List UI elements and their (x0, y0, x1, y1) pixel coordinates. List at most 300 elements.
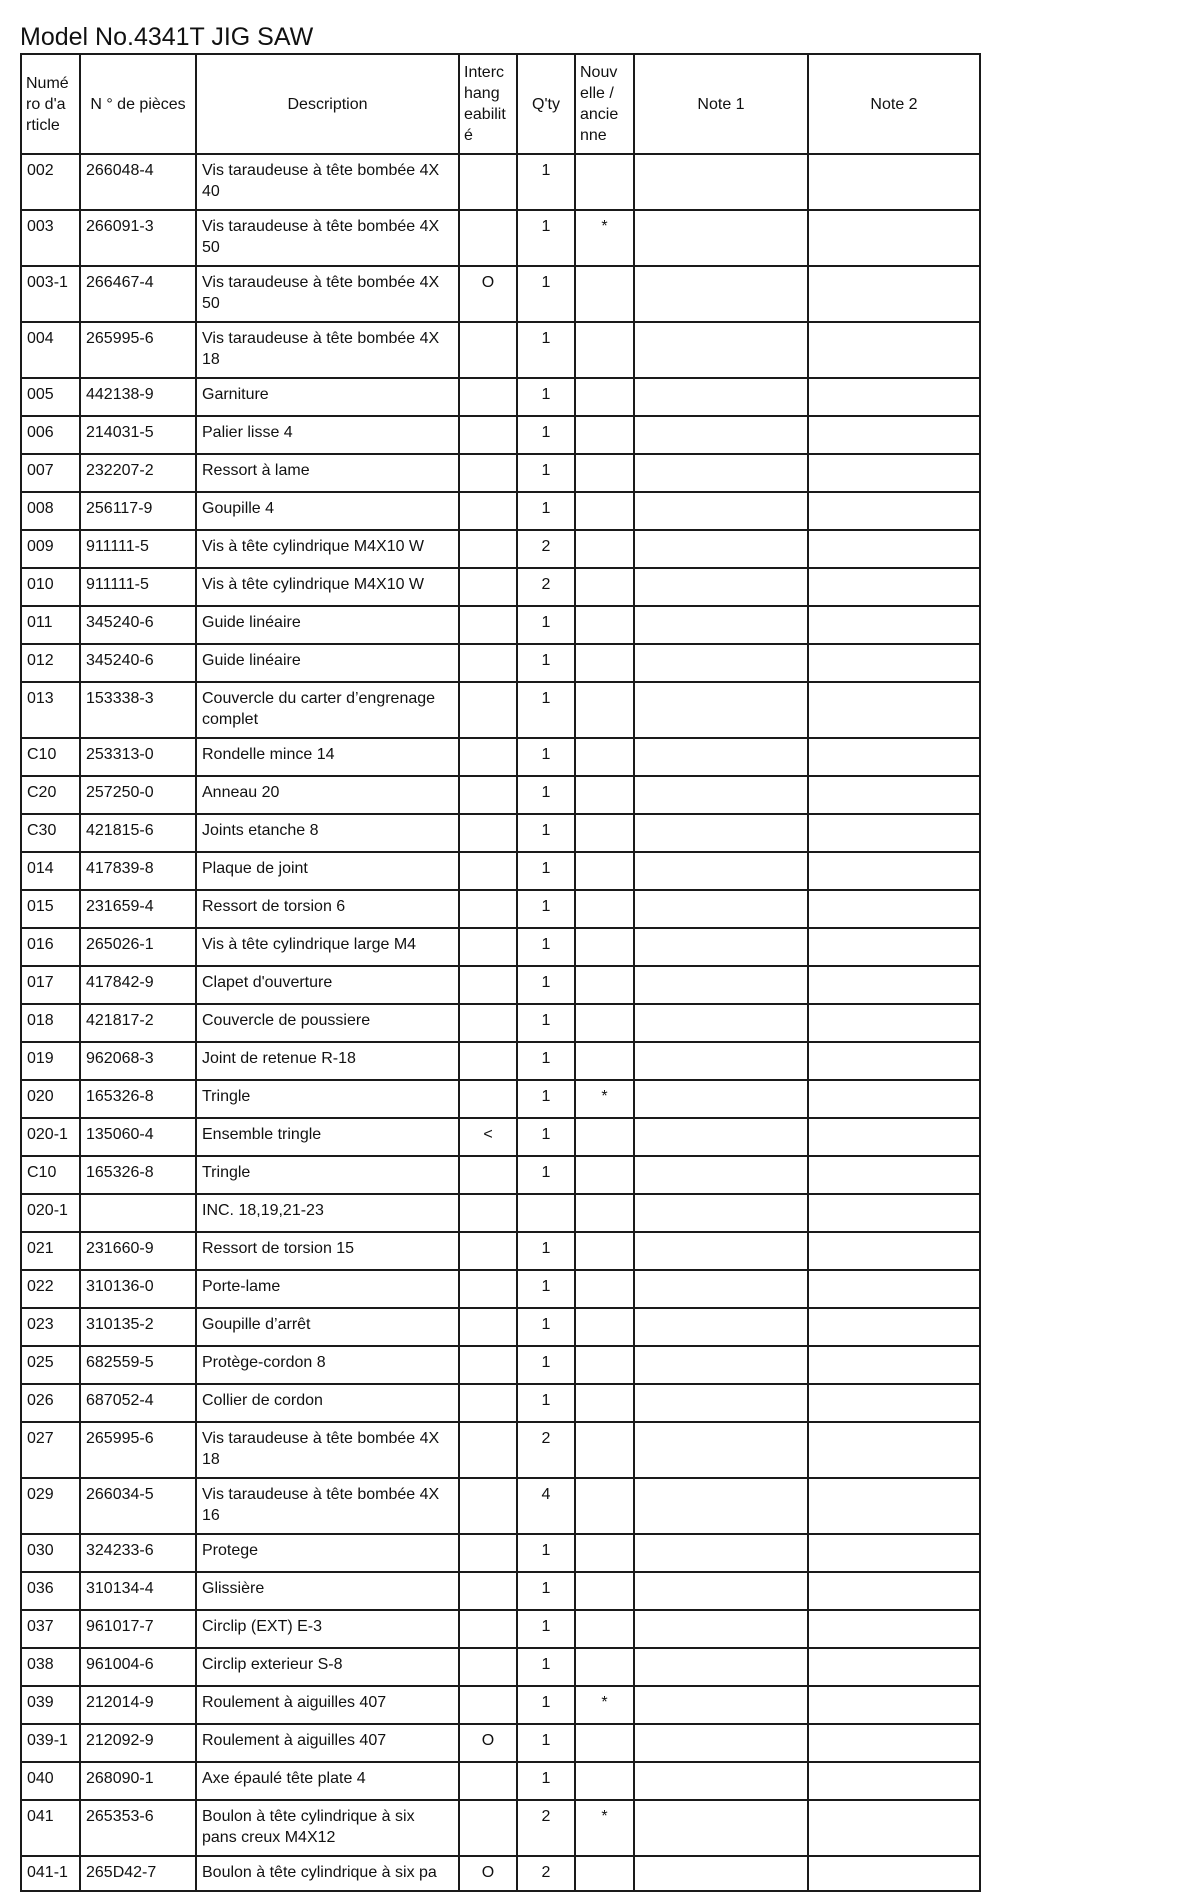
interchangeability-cell (459, 738, 517, 776)
new-old-cell (575, 1610, 634, 1648)
new-old-cell (575, 738, 634, 776)
part-number-cell: 345240-6 (80, 606, 196, 644)
description-cell: Vis à tête cylindrique large M4 (196, 928, 459, 966)
header-new-old: Nouv elle / ancie nne (575, 54, 634, 154)
item-number-cell: 012 (21, 644, 80, 682)
table-row (21, 1534, 980, 1572)
note-1-cell (634, 1572, 808, 1610)
table-row (21, 1270, 980, 1308)
item-number-cell: 013 (21, 682, 80, 738)
table-row (21, 1610, 980, 1648)
new-old-cell (575, 1856, 634, 1891)
item-number-cell: 019 (21, 1042, 80, 1080)
description-cell: Vis taraudeuse à tête bombée 4X 18 (196, 1422, 459, 1478)
table-row (21, 1648, 980, 1686)
note-2-cell (808, 1478, 980, 1534)
item-number-cell: 039 (21, 1686, 80, 1724)
note-1-cell (634, 1856, 808, 1891)
new-old-cell (575, 814, 634, 852)
description-cell: Anneau 20 (196, 776, 459, 814)
part-number-cell (80, 1194, 196, 1232)
quantity-cell: 1 (517, 966, 575, 1004)
table-row (21, 454, 980, 492)
note-2-cell (808, 322, 980, 378)
item-number-cell: 029 (21, 1478, 80, 1534)
description-cell: Boulon à tête cylindrique à six pa (196, 1856, 459, 1891)
description-cell: Ressort de torsion 15 (196, 1232, 459, 1270)
part-number-cell: 911111-5 (80, 568, 196, 606)
interchangeability-cell (459, 1042, 517, 1080)
note-2-cell (808, 1308, 980, 1346)
interchangeability-cell (459, 210, 517, 266)
note-2-cell (808, 1762, 980, 1800)
note-1-cell (634, 1080, 808, 1118)
table-row (21, 266, 980, 322)
table-row (21, 416, 980, 454)
description-cell: Vis taraudeuse à tête bombée 4X 40 (196, 154, 459, 210)
note-1-cell (634, 1004, 808, 1042)
interchangeability-cell (459, 1346, 517, 1384)
new-old-cell: * (575, 1800, 634, 1856)
note-2-cell (808, 1534, 980, 1572)
item-number-cell: 008 (21, 492, 80, 530)
quantity-cell: 1 (517, 644, 575, 682)
interchangeability-cell (459, 1270, 517, 1308)
table-row (21, 530, 980, 568)
new-old-cell (575, 776, 634, 814)
part-number-cell: 421815-6 (80, 814, 196, 852)
quantity-cell: 1 (517, 682, 575, 738)
new-old-cell (575, 492, 634, 530)
description-cell: Glissière (196, 1572, 459, 1610)
new-old-cell (575, 606, 634, 644)
item-number-cell: 036 (21, 1572, 80, 1610)
note-1-cell (634, 1156, 808, 1194)
part-number-cell: 687052-4 (80, 1384, 196, 1422)
part-number-cell: 265995-6 (80, 322, 196, 378)
note-1-cell (634, 928, 808, 966)
interchangeability-cell (459, 378, 517, 416)
table-row (21, 1308, 980, 1346)
description-cell: Palier lisse 4 (196, 416, 459, 454)
item-number-cell: 003-1 (21, 266, 80, 322)
part-number-cell: 421817-2 (80, 1004, 196, 1042)
item-number-cell: C10 (21, 738, 80, 776)
description-cell: Porte-lame (196, 1270, 459, 1308)
quantity-cell: 1 (517, 1762, 575, 1800)
quantity-cell: 1 (517, 1384, 575, 1422)
part-number-cell: 266034-5 (80, 1478, 196, 1534)
note-2-cell (808, 852, 980, 890)
description-cell: Vis taraudeuse à tête bombée 4X 18 (196, 322, 459, 378)
interchangeability-cell (459, 416, 517, 454)
note-1-cell (634, 416, 808, 454)
table-row (21, 776, 980, 814)
item-number-cell: 015 (21, 890, 80, 928)
quantity-cell: 1 (517, 492, 575, 530)
note-1-cell (634, 1346, 808, 1384)
item-number-cell: 021 (21, 1232, 80, 1270)
note-1-cell (634, 1308, 808, 1346)
item-number-cell: 041-1 (21, 1856, 80, 1891)
page-title: Model No.4341T JIG SAW (20, 23, 314, 51)
part-number-cell: 310134-4 (80, 1572, 196, 1610)
new-old-cell (575, 852, 634, 890)
table-row (21, 1004, 980, 1042)
part-number-cell: 212014-9 (80, 1686, 196, 1724)
description-cell: Joints etanche 8 (196, 814, 459, 852)
quantity-cell: 1 (517, 776, 575, 814)
description-cell: Tringle (196, 1156, 459, 1194)
note-1-cell (634, 492, 808, 530)
part-number-cell: 324233-6 (80, 1534, 196, 1572)
quantity-cell: 1 (517, 454, 575, 492)
item-number-cell: 002 (21, 154, 80, 210)
new-old-cell: * (575, 1080, 634, 1118)
part-number-cell: 911111-5 (80, 530, 196, 568)
quantity-cell: 1 (517, 1572, 575, 1610)
note-1-cell (634, 1724, 808, 1762)
item-number-cell: 041 (21, 1800, 80, 1856)
description-cell: INC. 18,19,21-23 (196, 1194, 459, 1232)
note-1-cell (634, 682, 808, 738)
table-row (21, 644, 980, 682)
quantity-cell: 1 (517, 1232, 575, 1270)
table-row (21, 210, 980, 266)
item-number-cell: 020 (21, 1080, 80, 1118)
note-2-cell (808, 644, 980, 682)
description-cell: Couvercle du carter d’engrenage complet (196, 682, 459, 738)
description-cell: Ressort à lame (196, 454, 459, 492)
description-cell: Guide linéaire (196, 644, 459, 682)
header-quantity: Q'ty (517, 54, 575, 154)
part-number-cell: 266091-3 (80, 210, 196, 266)
note-1-cell (634, 776, 808, 814)
part-number-cell: 417839-8 (80, 852, 196, 890)
item-number-cell: 026 (21, 1384, 80, 1422)
new-old-cell (575, 530, 634, 568)
item-number-cell: 020-1 (21, 1118, 80, 1156)
interchangeability-cell (459, 1800, 517, 1856)
note-2-cell (808, 606, 980, 644)
interchangeability-cell (459, 1648, 517, 1686)
interchangeability-cell (459, 606, 517, 644)
table-row (21, 1194, 980, 1232)
item-number-cell: 010 (21, 568, 80, 606)
item-number-cell: 022 (21, 1270, 80, 1308)
interchangeability-cell (459, 890, 517, 928)
description-cell: Vis taraudeuse à tête bombée 4X 50 (196, 210, 459, 266)
part-number-cell: 345240-6 (80, 644, 196, 682)
part-number-cell: 265353-6 (80, 1800, 196, 1856)
new-old-cell (575, 1762, 634, 1800)
note-1-cell (634, 1800, 808, 1856)
quantity-cell: 1 (517, 154, 575, 210)
description-cell: Vis à tête cylindrique M4X10 W (196, 530, 459, 568)
interchangeability-cell: < (459, 1118, 517, 1156)
item-number-cell: 005 (21, 378, 80, 416)
part-number-cell: 682559-5 (80, 1346, 196, 1384)
note-2-cell (808, 1800, 980, 1856)
part-number-cell: 962068-3 (80, 1042, 196, 1080)
part-number-cell: 417842-9 (80, 966, 196, 1004)
note-2-cell (808, 266, 980, 322)
note-2-cell (808, 1080, 980, 1118)
interchangeability-cell (459, 492, 517, 530)
part-number-cell: 231660-9 (80, 1232, 196, 1270)
note-1-cell (634, 1534, 808, 1572)
item-number-cell: 027 (21, 1422, 80, 1478)
note-2-cell (808, 1004, 980, 1042)
note-1-cell (634, 210, 808, 266)
quantity-cell: 1 (517, 1042, 575, 1080)
interchangeability-cell: O (459, 1856, 517, 1891)
quantity-cell: 1 (517, 210, 575, 266)
description-cell: Tringle (196, 1080, 459, 1118)
interchangeability-cell: O (459, 266, 517, 322)
note-2-cell (808, 1610, 980, 1648)
table-row (21, 1384, 980, 1422)
interchangeability-cell (459, 322, 517, 378)
quantity-cell: 1 (517, 1346, 575, 1384)
table-row (21, 682, 980, 738)
note-2-cell (808, 1194, 980, 1232)
item-number-cell: 030 (21, 1534, 80, 1572)
note-2-cell (808, 1118, 980, 1156)
part-number-cell: 165326-8 (80, 1080, 196, 1118)
part-number-cell: 232207-2 (80, 454, 196, 492)
note-1-cell (634, 322, 808, 378)
note-2-cell (808, 1572, 980, 1610)
table-row (21, 1762, 980, 1800)
quantity-cell: 2 (517, 568, 575, 606)
note-2-cell (808, 568, 980, 606)
description-cell: Goupille 4 (196, 492, 459, 530)
table-row (21, 1724, 980, 1762)
new-old-cell (575, 322, 634, 378)
table-row (21, 1232, 980, 1270)
new-old-cell (575, 568, 634, 606)
description-cell: Goupille d’arrêt (196, 1308, 459, 1346)
interchangeability-cell (459, 1422, 517, 1478)
item-number-cell: C20 (21, 776, 80, 814)
part-number-cell: 265995-6 (80, 1422, 196, 1478)
note-1-cell (634, 1232, 808, 1270)
description-cell: Vis taraudeuse à tête bombée 4X 50 (196, 266, 459, 322)
table-row (21, 814, 980, 852)
description-cell: Vis à tête cylindrique M4X10 W (196, 568, 459, 606)
description-cell: Vis taraudeuse à tête bombée 4X 16 (196, 1478, 459, 1534)
interchangeability-cell (459, 1080, 517, 1118)
note-2-cell (808, 1686, 980, 1724)
table-row (21, 852, 980, 890)
interchangeability-cell (459, 1686, 517, 1724)
header-item-number: Numé ro d'a rticle (21, 54, 80, 154)
table-row (21, 1686, 980, 1724)
part-number-cell: 165326-8 (80, 1156, 196, 1194)
part-number-cell: 214031-5 (80, 416, 196, 454)
note-2-cell (808, 1346, 980, 1384)
note-2-cell (808, 1270, 980, 1308)
note-2-cell (808, 1156, 980, 1194)
interchangeability-cell (459, 966, 517, 1004)
note-1-cell (634, 1686, 808, 1724)
header-note-1: Note 1 (634, 54, 808, 154)
new-old-cell (575, 1384, 634, 1422)
part-number-cell: 442138-9 (80, 378, 196, 416)
item-number-cell: 003 (21, 210, 80, 266)
quantity-cell (517, 1194, 575, 1232)
item-number-cell: 011 (21, 606, 80, 644)
interchangeability-cell (459, 1610, 517, 1648)
new-old-cell (575, 682, 634, 738)
item-number-cell: 004 (21, 322, 80, 378)
note-1-cell (634, 1042, 808, 1080)
part-number-cell: 961004-6 (80, 1648, 196, 1686)
header-note-2: Note 2 (808, 54, 980, 154)
note-1-cell (634, 1384, 808, 1422)
description-cell: Boulon à tête cylindrique à six pans creux M4X12 (196, 1800, 459, 1856)
quantity-cell: 1 (517, 266, 575, 322)
quantity-cell: 2 (517, 1422, 575, 1478)
table-row (21, 1080, 980, 1118)
note-1-cell (634, 1648, 808, 1686)
description-cell: Protège-cordon 8 (196, 1346, 459, 1384)
note-2-cell (808, 154, 980, 210)
quantity-cell: 1 (517, 928, 575, 966)
note-2-cell (808, 738, 980, 776)
table-row (21, 1800, 980, 1856)
item-number-cell: 006 (21, 416, 80, 454)
interchangeability-cell (459, 682, 517, 738)
note-1-cell (634, 644, 808, 682)
note-1-cell (634, 1270, 808, 1308)
description-cell: Axe épaulé tête plate 4 (196, 1762, 459, 1800)
note-1-cell (634, 1478, 808, 1534)
note-1-cell (634, 890, 808, 928)
table-row (21, 322, 980, 378)
quantity-cell: 1 (517, 890, 575, 928)
new-old-cell (575, 1270, 634, 1308)
note-2-cell (808, 966, 980, 1004)
part-number-cell: 265D42-7 (80, 1856, 196, 1891)
item-number-cell: 017 (21, 966, 80, 1004)
part-number-cell: 961017-7 (80, 1610, 196, 1648)
interchangeability-cell (459, 530, 517, 568)
note-2-cell (808, 890, 980, 928)
part-number-cell: 257250-0 (80, 776, 196, 814)
quantity-cell: 1 (517, 1686, 575, 1724)
note-2-cell (808, 530, 980, 568)
parts-table (20, 53, 981, 1892)
interchangeability-cell (459, 454, 517, 492)
part-number-cell: 266048-4 (80, 154, 196, 210)
interchangeability-cell (459, 1004, 517, 1042)
new-old-cell (575, 1194, 634, 1232)
new-old-cell (575, 890, 634, 928)
interchangeability-cell: O (459, 1724, 517, 1762)
header-description: Description (196, 54, 459, 154)
table-row (21, 966, 980, 1004)
quantity-cell: 4 (517, 1478, 575, 1534)
table-row (21, 1118, 980, 1156)
interchangeability-cell (459, 1156, 517, 1194)
note-1-cell (634, 568, 808, 606)
note-2-cell (808, 1648, 980, 1686)
description-cell: Collier de cordon (196, 1384, 459, 1422)
item-number-cell: 018 (21, 1004, 80, 1042)
new-old-cell: * (575, 210, 634, 266)
note-2-cell (808, 1856, 980, 1891)
part-number-cell: 256117-9 (80, 492, 196, 530)
new-old-cell (575, 378, 634, 416)
table-row (21, 154, 980, 210)
new-old-cell (575, 1156, 634, 1194)
part-number-cell: 310135-2 (80, 1308, 196, 1346)
new-old-cell (575, 1118, 634, 1156)
description-cell: Garniture (196, 378, 459, 416)
interchangeability-cell (459, 928, 517, 966)
item-number-cell: C10 (21, 1156, 80, 1194)
description-cell: Rondelle mince 14 (196, 738, 459, 776)
new-old-cell (575, 928, 634, 966)
interchangeability-cell (459, 1232, 517, 1270)
note-2-cell (808, 928, 980, 966)
new-old-cell (575, 154, 634, 210)
part-number-cell: 253313-0 (80, 738, 196, 776)
note-2-cell (808, 454, 980, 492)
interchangeability-cell (459, 776, 517, 814)
quantity-cell: 1 (517, 1118, 575, 1156)
note-1-cell (634, 266, 808, 322)
part-number-cell: 266467-4 (80, 266, 196, 322)
quantity-cell: 1 (517, 1156, 575, 1194)
new-old-cell (575, 416, 634, 454)
description-cell: Guide linéaire (196, 606, 459, 644)
note-1-cell (634, 606, 808, 644)
description-cell: Protege (196, 1534, 459, 1572)
note-2-cell (808, 1384, 980, 1422)
part-number-cell: 265026-1 (80, 928, 196, 966)
interchangeability-cell (459, 644, 517, 682)
note-1-cell (634, 1762, 808, 1800)
item-number-cell: 007 (21, 454, 80, 492)
new-old-cell (575, 1422, 634, 1478)
table-row (21, 1346, 980, 1384)
new-old-cell (575, 1724, 634, 1762)
part-number-cell: 212092-9 (80, 1724, 196, 1762)
quantity-cell: 2 (517, 1800, 575, 1856)
quantity-cell: 1 (517, 1270, 575, 1308)
new-old-cell (575, 1478, 634, 1534)
note-1-cell (634, 1194, 808, 1232)
note-1-cell (634, 154, 808, 210)
table-row (21, 1422, 980, 1478)
note-1-cell (634, 852, 808, 890)
note-1-cell (634, 1422, 808, 1478)
table-row (21, 1856, 980, 1891)
description-cell: Clapet d'ouverture (196, 966, 459, 1004)
quantity-cell: 1 (517, 1724, 575, 1762)
interchangeability-cell (459, 1308, 517, 1346)
new-old-cell: * (575, 1686, 634, 1724)
new-old-cell (575, 1232, 634, 1270)
part-number-cell: 153338-3 (80, 682, 196, 738)
new-old-cell (575, 1004, 634, 1042)
quantity-cell: 1 (517, 322, 575, 378)
item-number-cell: 038 (21, 1648, 80, 1686)
new-old-cell (575, 644, 634, 682)
